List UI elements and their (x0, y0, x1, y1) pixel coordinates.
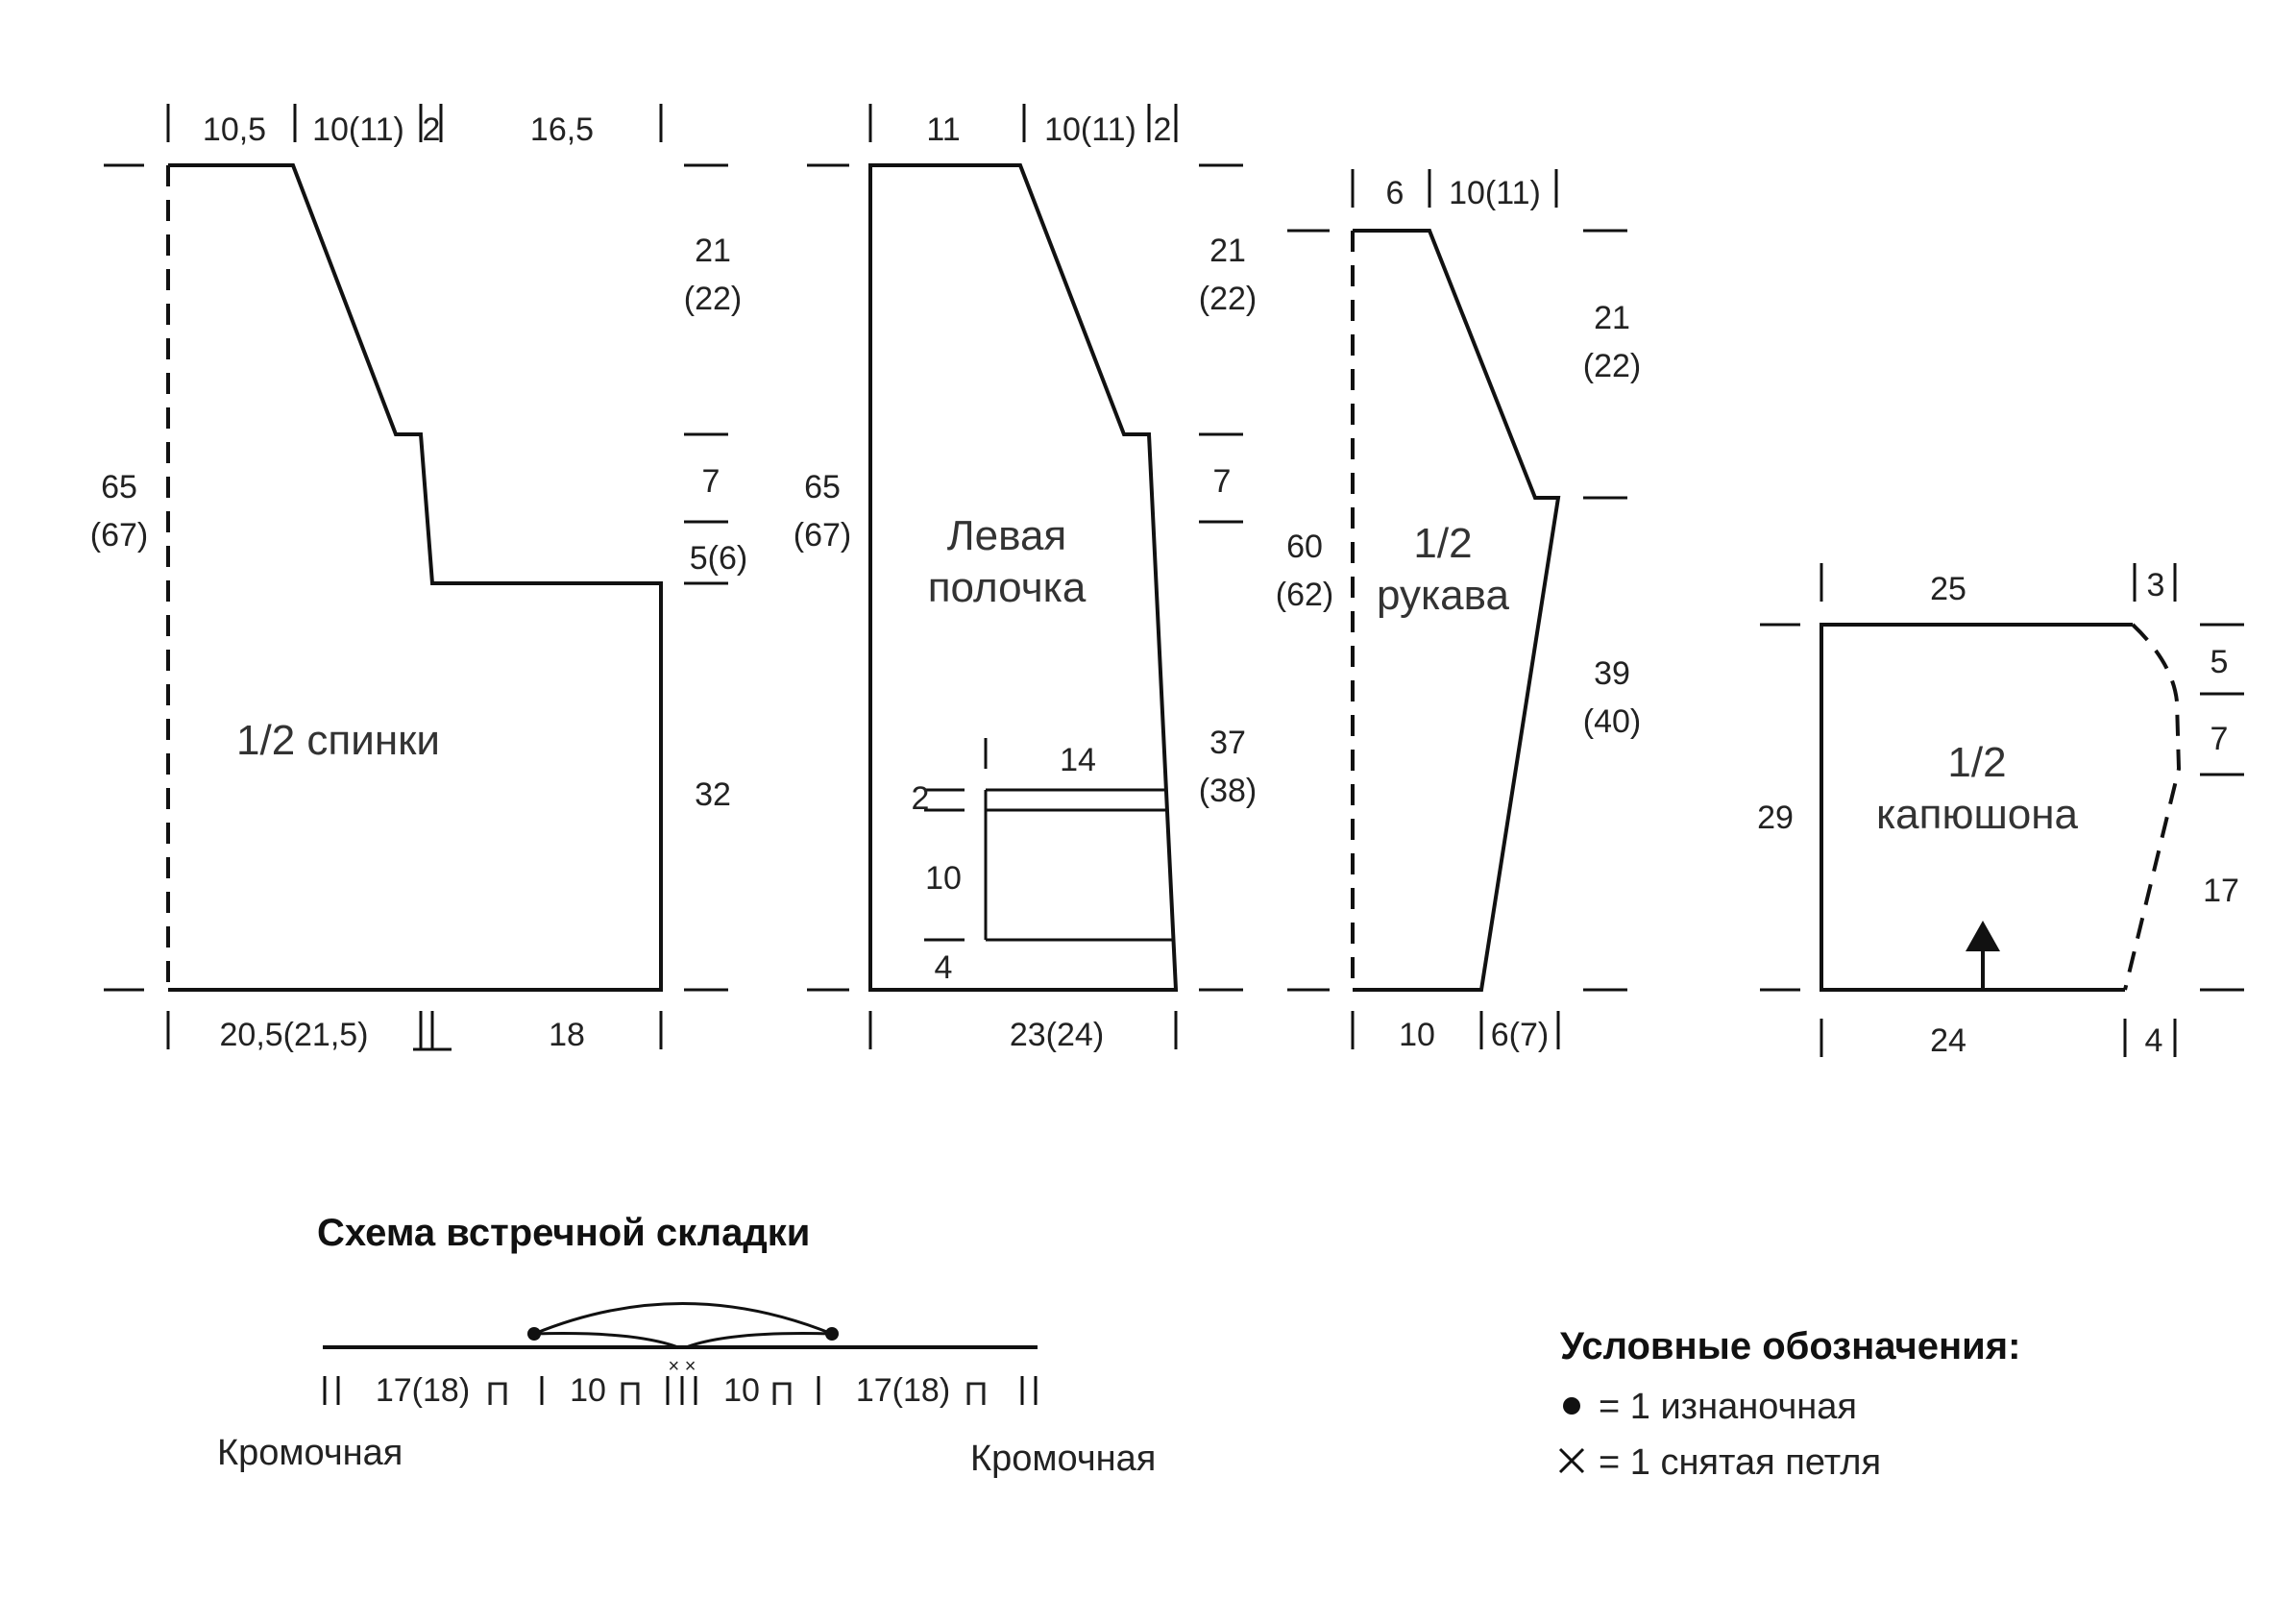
hood-right-dim-2: 7 (2210, 721, 2229, 757)
pleat-count-4: 17(18) (855, 1372, 951, 1409)
front-right-dim-2: 7 (1212, 463, 1232, 500)
front-right-dim-1-alt: (22) (1198, 281, 1258, 317)
dot-icon (1563, 1397, 1580, 1415)
edge-label-right: Кромочная (970, 1439, 1157, 1479)
sleeve-piece-name-2: рукава (1376, 572, 1510, 619)
legend (1560, 1325, 2020, 1483)
pocket-width: 14 (1060, 742, 1096, 778)
front-top-dim-2: 10(11) (1044, 111, 1136, 148)
pleat-stitch-3: П (769, 1376, 794, 1413)
pleat-stitch-1: П (485, 1376, 510, 1413)
back-bottom-dim-1: 20,5(21,5) (219, 1017, 369, 1053)
front-height-total-alt: (67) (793, 517, 852, 554)
hood-piece-name-1: 1/2 (1947, 739, 2007, 786)
sleeve-height-total-alt: (62) (1275, 577, 1334, 613)
back-right-dim-1-alt: (22) (683, 281, 743, 317)
sleeve-right-dim-2-alt: (40) (1582, 703, 1642, 740)
hood-right-dim-3: 17 (2203, 873, 2239, 909)
sleeve-piece (1276, 169, 1641, 1053)
sleeve-top-dim-1: 6 (1385, 175, 1404, 211)
legend-item-slipped: = 1 снятая петля (1599, 1442, 1882, 1483)
front-piece-name-2: полочка (927, 564, 1087, 611)
back-top-dim-4: 16,5 (529, 111, 595, 148)
back-bottom-dim-2: 18 (549, 1017, 585, 1053)
pleat-stitch-4: П (964, 1376, 989, 1413)
front-bottom-dim-1: 23(24) (1009, 1017, 1105, 1053)
sleeve-right-dim-1-alt: (22) (1582, 348, 1642, 384)
front-piece-name-1: Левая (946, 512, 1067, 559)
dot-icon (825, 1327, 839, 1341)
pocket (986, 790, 1172, 940)
back-right-dim-3: 5(6) (689, 540, 748, 577)
front-right-dim-3-alt: (38) (1198, 773, 1258, 809)
front-piece (794, 104, 1257, 1053)
pleat-left-fold (534, 1334, 678, 1347)
hood-top-dim-2: 3 (2146, 567, 2165, 603)
back-outline (168, 165, 661, 990)
front-right-dim-1: 21 (1209, 233, 1246, 269)
pocket-offset: 4 (934, 949, 953, 986)
pleat-count-2: 10 (570, 1372, 606, 1409)
pleat-scheme (217, 1212, 1156, 1479)
back-top-dim-1: 10,5 (202, 111, 267, 148)
hood-piece (1757, 563, 2244, 1059)
sleeve-right-dim-1: 21 (1594, 300, 1630, 336)
sleeve-height-total: 60 (1286, 529, 1323, 565)
cross-icon: × × (668, 1356, 696, 1377)
back-right-dim-4: 32 (695, 776, 731, 813)
pleat-title: Схема встречной складки (317, 1212, 811, 1254)
sleeve-bottom-dim-2: 6(7) (1490, 1017, 1550, 1053)
back-right-dim-1: 21 (695, 233, 731, 269)
hood-bottom-dim-2: 4 (2144, 1022, 2163, 1059)
hood-piece-name-2: капюшона (1875, 791, 2079, 838)
dot-icon (527, 1327, 541, 1341)
sleeve-piece-name-1: 1/2 (1413, 520, 1473, 567)
front-top-dim-3: 2 (1153, 111, 1172, 148)
pleat-right-fold (686, 1334, 832, 1347)
hood-dashed-edge (2125, 625, 2179, 990)
hood-right-dim-1: 5 (2210, 644, 2229, 680)
back-right-dim-2: 7 (701, 463, 721, 500)
back-height-total: 65 (101, 469, 137, 505)
sleeve-right-dim-2: 39 (1594, 655, 1630, 692)
hood-left-dim: 29 (1757, 800, 1794, 836)
pocket-depth: 10 (925, 860, 962, 897)
pocket-band: 2 (911, 780, 930, 817)
back-height-total-alt: (67) (89, 517, 149, 554)
grain-arrow-icon (1966, 921, 2000, 951)
pleat-stitch-2: П (618, 1376, 643, 1413)
front-height-total: 65 (804, 469, 841, 505)
hood-top-dim-1: 25 (1930, 571, 1966, 607)
back-piece (90, 104, 747, 1053)
edge-label-left: Кромочная (217, 1433, 403, 1473)
sleeve-bottom-dim-1: 10 (1399, 1017, 1435, 1053)
pleat-upper-arc (534, 1304, 832, 1335)
back-top-dim-3: 2 (422, 111, 441, 148)
front-right-dim-3: 37 (1209, 725, 1246, 761)
back-piece-name: 1/2 спинки (236, 717, 440, 764)
legend-item-purl: = 1 изнаночная (1599, 1387, 1857, 1427)
back-top-dim-2: 10(11) (312, 111, 404, 148)
front-top-dim-1: 11 (926, 111, 961, 148)
sleeve-top-dim-2: 10(11) (1449, 175, 1541, 211)
legend-title: Условные обозначения: (1560, 1325, 2021, 1367)
back-dimension-ticks (104, 104, 728, 1049)
cross-icon (1560, 1449, 1583, 1472)
pleat-count-3: 10 (723, 1372, 760, 1409)
hood-bottom-dim-1: 24 (1930, 1022, 1966, 1059)
pleat-count-1: 17(18) (375, 1372, 471, 1409)
